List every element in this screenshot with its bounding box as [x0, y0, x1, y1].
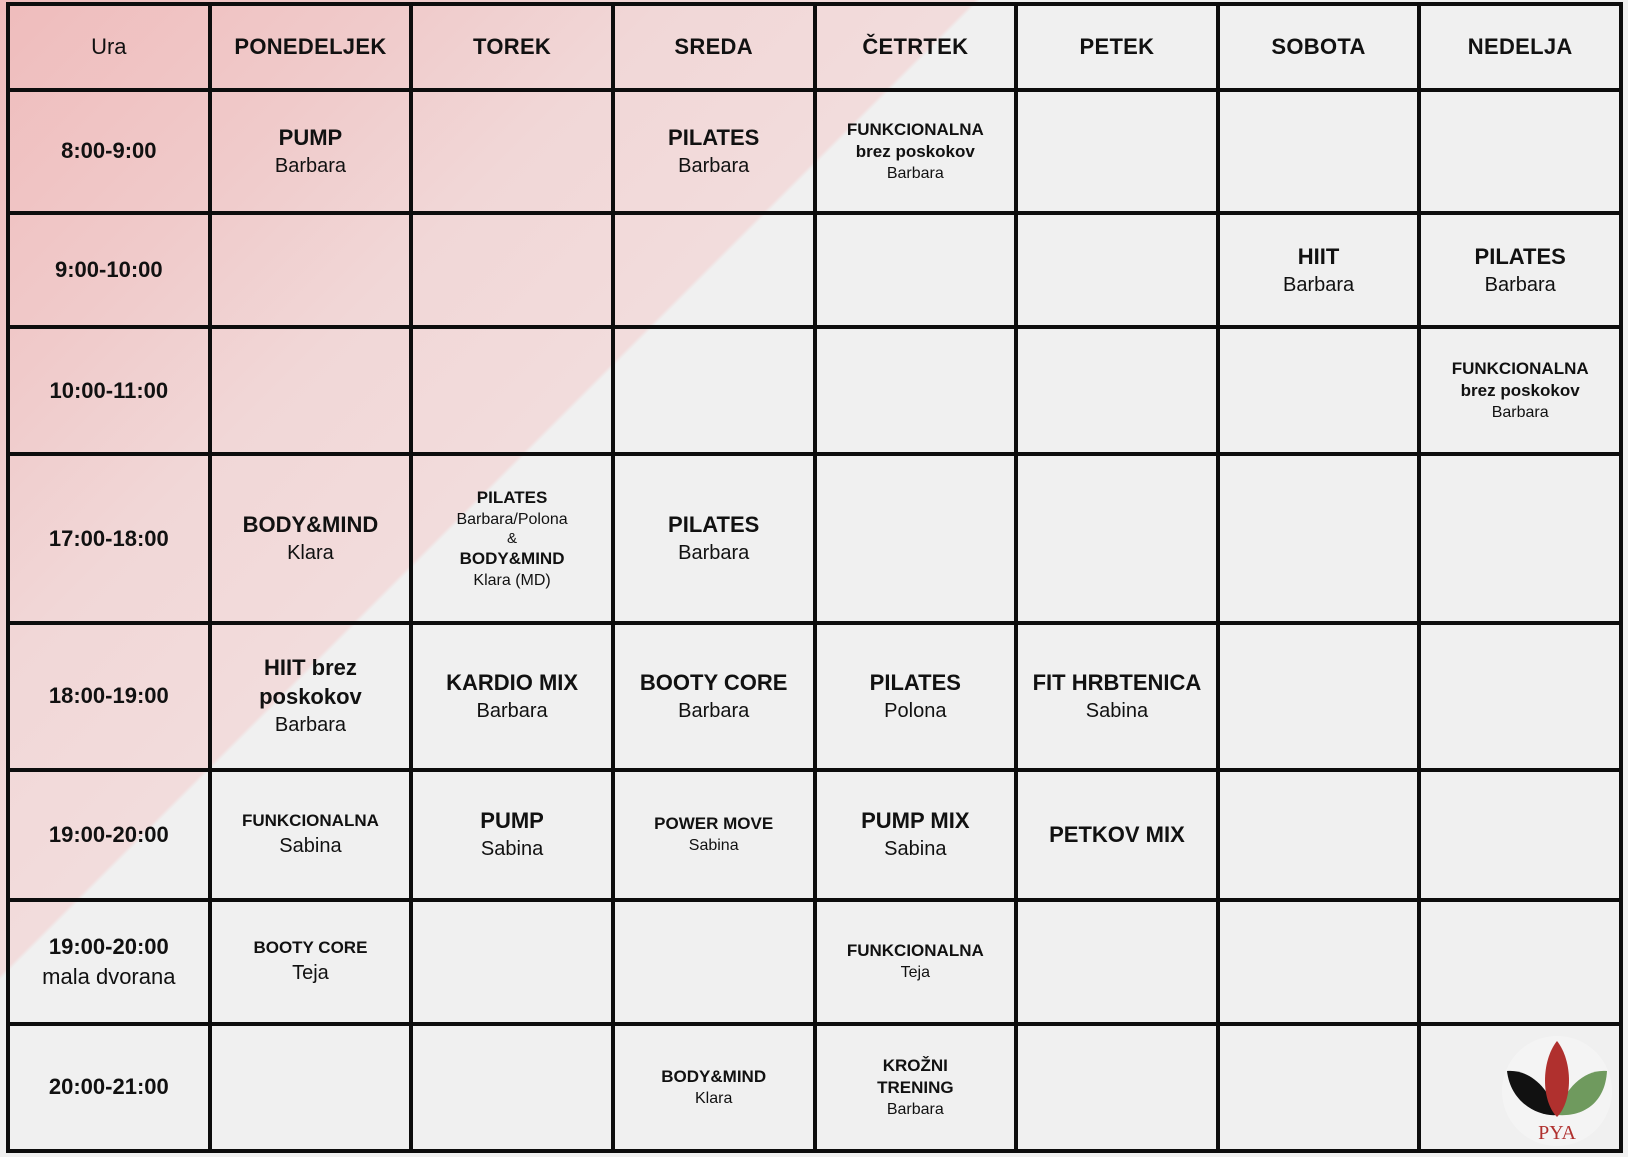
time-column-header: Ura — [8, 4, 210, 90]
instructor-name: Teja — [900, 964, 930, 982]
instructor-name: Barbara — [274, 714, 347, 737]
empty-cell-friday — [1016, 1024, 1218, 1151]
class-cell-sunday — [1419, 327, 1621, 454]
pya-logo — [1501, 1035, 1613, 1147]
class-name: PUMP — [278, 124, 343, 150]
class-cell-thursday — [815, 90, 1017, 213]
class-cell-wednesday — [613, 1024, 815, 1151]
time-slot-label: 9:00-10:00 — [54, 257, 163, 283]
class-cell-friday — [1016, 770, 1218, 900]
class-name: FUNKCIONALNA — [846, 941, 984, 961]
schedule-row — [8, 1024, 1621, 1151]
empty-cell-saturday — [1218, 623, 1420, 770]
instructor-name: Polona — [884, 699, 947, 722]
instructor-name: Barbara — [1484, 273, 1556, 296]
instructor-name: Barbara — [274, 154, 347, 177]
class-cell-thursday — [815, 900, 1017, 1024]
time-slot-label: 8:00-9:00 — [61, 138, 157, 164]
time-slot-cell — [8, 770, 210, 900]
class-name: brez poskokov — [855, 141, 975, 161]
day-header-friday: PETEK — [1016, 4, 1218, 90]
logo-text: PYA — [1538, 1122, 1576, 1144]
empty-cell-tuesday — [411, 90, 613, 213]
empty-cell-saturday — [1218, 770, 1420, 900]
class-name: PILATES — [869, 669, 961, 695]
empty-cell-saturday — [1218, 327, 1420, 454]
logo-container — [1421, 1026, 1619, 1149]
class-name: BODY&MIND — [242, 512, 379, 538]
empty-cell-monday — [210, 1024, 412, 1151]
class-name: HIIT brez — [263, 655, 357, 681]
class-name: brez poskokov — [1460, 381, 1580, 401]
class-cell-tuesday — [411, 623, 613, 770]
instructor-name: Klara — [695, 1089, 733, 1107]
empty-cell-friday — [1016, 90, 1218, 213]
time-slot-cell — [8, 623, 210, 770]
empty-cell-tuesday — [411, 327, 613, 454]
time-slot-cell — [8, 327, 210, 454]
class-name: FUNKCIONALNA — [846, 119, 984, 139]
instructor-name: Sabina — [884, 838, 947, 861]
empty-cell-saturday — [1218, 454, 1420, 623]
class-cell-friday — [1016, 623, 1218, 770]
day-header-monday: PONEDELJEK — [210, 4, 412, 90]
time-slot-label: 19:00-20:00 — [48, 933, 169, 959]
class-cell-monday — [210, 623, 412, 770]
class-cell-wednesday — [613, 454, 815, 623]
class-name: PILATES — [668, 512, 760, 538]
day-header-thursday: ČETRTEK — [815, 4, 1017, 90]
class-cell-monday — [210, 90, 412, 213]
class-cell-tuesday — [411, 454, 613, 623]
instructor-name: Barbara — [886, 164, 944, 182]
empty-cell-tuesday — [411, 1024, 613, 1151]
schedule-row — [8, 213, 1621, 328]
empty-cell-friday — [1016, 900, 1218, 1024]
empty-cell-monday — [210, 327, 412, 454]
time-slot-label: 10:00-11:00 — [49, 377, 169, 403]
empty-cell-friday — [1016, 213, 1218, 328]
day-header-tuesday: TOREK — [411, 4, 613, 90]
instructor-name: Sabina — [279, 834, 342, 857]
class-name: BODY&MIND — [459, 548, 565, 568]
schedule-body — [8, 90, 1621, 1151]
empty-cell-sunday — [1419, 90, 1621, 213]
class-cell-thursday — [815, 623, 1017, 770]
class-name: PUMP MIX — [861, 808, 970, 834]
instructor-name: Barbara — [476, 699, 548, 722]
time-slot-cell — [8, 213, 210, 328]
class-cell-monday — [210, 900, 412, 1024]
empty-cell-sunday — [1419, 770, 1621, 900]
class-cell-wednesday — [613, 90, 815, 213]
empty-cell-wednesday — [613, 327, 815, 454]
instructor-name: Sabina — [1085, 699, 1149, 722]
instructor-name: Barbara — [1491, 404, 1549, 422]
header-row — [8, 4, 1621, 90]
class-name: KARDIO MIX — [446, 669, 579, 695]
class-cell-wednesday — [613, 770, 815, 900]
empty-cell-sunday — [1419, 454, 1621, 623]
class-name: TRENING — [877, 1077, 954, 1097]
empty-cell-monday — [210, 213, 412, 328]
schedule-table — [6, 2, 1623, 1153]
schedule-row — [8, 90, 1621, 213]
class-name: PILATES — [476, 487, 548, 507]
schedule-row — [8, 623, 1621, 770]
time-slot-cell — [8, 454, 210, 623]
instructor-name: Klara — [287, 542, 334, 565]
schedule-row — [8, 327, 1621, 454]
empty-cell-friday — [1016, 327, 1218, 454]
instructor-name: Barbara — [886, 1100, 944, 1118]
instructor-name: Barbara/Polona — [456, 510, 568, 528]
class-name: FIT HRBTENICA — [1032, 669, 1202, 695]
class-cell-wednesday — [613, 623, 815, 770]
class-cell-monday — [210, 770, 412, 900]
day-header-wednesday: SREDA — [613, 4, 815, 90]
class-name: FUNKCIONALNA — [1451, 359, 1589, 379]
empty-cell-tuesday — [411, 900, 613, 1024]
instructor-name: Barbara — [678, 154, 750, 177]
schedule-row — [8, 454, 1621, 623]
empty-cell-tuesday — [411, 213, 613, 328]
empty-cell-friday — [1016, 454, 1218, 623]
time-slot-cell — [8, 1024, 210, 1151]
ampersand: & — [507, 529, 518, 547]
class-cell-thursday — [815, 1024, 1017, 1151]
day-header-sunday: NEDELJA — [1419, 4, 1621, 90]
class-name: PILATES — [668, 124, 760, 150]
time-slot-cell — [8, 90, 210, 213]
empty-cell-wednesday — [613, 900, 815, 1024]
empty-cell-saturday — [1218, 1024, 1420, 1151]
class-name: HIIT — [1297, 243, 1340, 269]
class-cell-thursday — [815, 770, 1017, 900]
time-slot-label: 20:00-21:00 — [48, 1074, 169, 1100]
instructor-name: Sabina — [480, 838, 544, 861]
schedule-row — [8, 770, 1621, 900]
empty-cell-sunday — [1419, 900, 1621, 1024]
instructor-name: Teja — [292, 961, 329, 984]
instructor-name: Klara (MD) — [473, 571, 551, 589]
class-name: PILATES — [1474, 243, 1566, 269]
empty-cell-wednesday — [613, 213, 815, 328]
class-name: PUMP — [480, 808, 544, 834]
time-slot-cell — [8, 900, 210, 1024]
time-slot-label: 18:00-19:00 — [48, 683, 169, 709]
class-name: BODY&MIND — [661, 1066, 767, 1086]
empty-cell-saturday — [1218, 900, 1420, 1024]
class-cell-sunday — [1419, 213, 1621, 328]
day-header-saturday: SOBOTA — [1218, 4, 1420, 90]
empty-cell-thursday — [815, 327, 1017, 454]
instructor-name: Sabina — [688, 837, 739, 855]
class-cell-tuesday — [411, 770, 613, 900]
empty-cell-thursday — [815, 213, 1017, 328]
time-slot-label: 17:00-18:00 — [48, 525, 169, 551]
empty-cell-thursday — [815, 454, 1017, 623]
empty-cell-sunday — [1419, 1024, 1621, 1151]
class-name: FUNKCIONALNA — [241, 810, 379, 830]
empty-cell-sunday — [1419, 623, 1621, 770]
time-slot-location: mala dvorana — [42, 963, 176, 989]
class-cell-monday — [210, 454, 412, 623]
time-slot-label: 19:00-20:00 — [48, 821, 169, 847]
class-name: BOOTY CORE — [253, 937, 368, 957]
class-name: KROŽNI — [882, 1055, 948, 1075]
empty-cell-saturday — [1218, 90, 1420, 213]
class-name: PETKOV MIX — [1049, 822, 1185, 848]
instructor-name: Barbara — [678, 542, 750, 565]
schedule-row — [8, 900, 1621, 1024]
class-name: POWER MOVE — [654, 814, 774, 834]
class-name: BOOTY CORE — [639, 669, 788, 695]
class-cell-saturday — [1218, 213, 1420, 328]
class-name: poskokov — [259, 684, 362, 710]
instructor-name: Barbara — [1282, 273, 1355, 296]
instructor-name: Barbara — [678, 699, 750, 722]
